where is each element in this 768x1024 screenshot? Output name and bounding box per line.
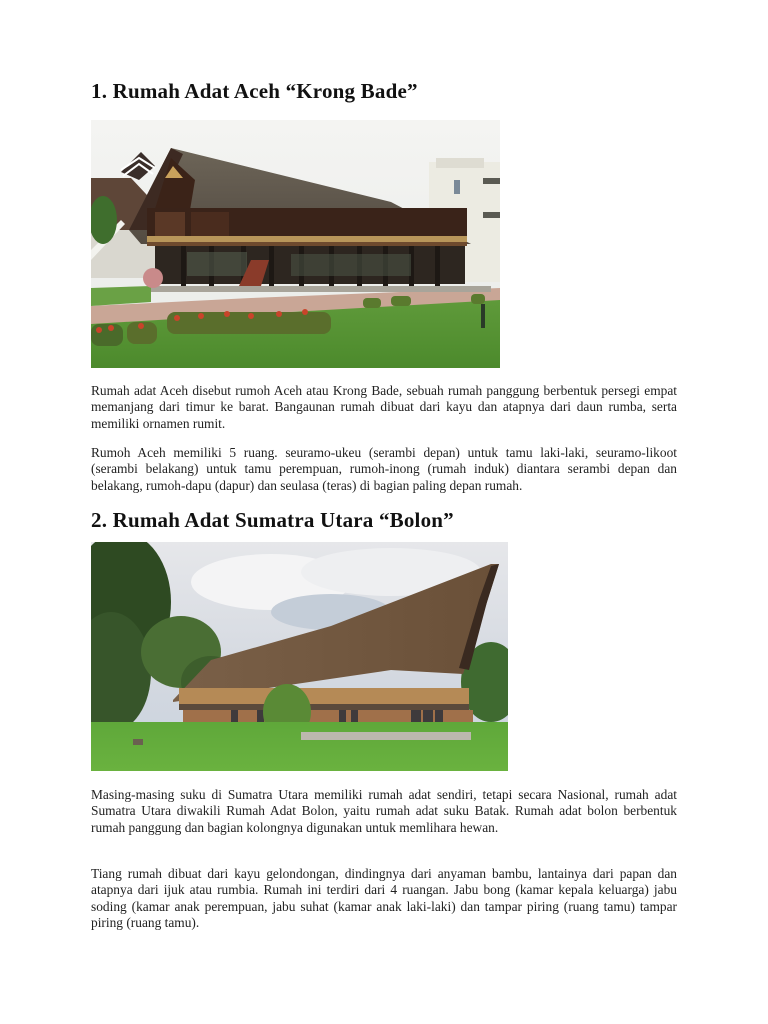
paragraph-aceh-2: Rumoh Aceh memiliki 5 ruang. seuramo-ukeu (serambi depan) untuk tamu laki-laki, seuramo-likoot (serambi belakang) untuk tamu perempuan, rumoh-inong (rumah induk) diantara serambi depan dan belakang, rumoh-dapu (dapur) dan seulasa (teras) di bagian paling depan rumah. [91,445,677,493]
paragraph-bolon-2: Tiang rumah dibuat dari kayu gelondongan, dindingnya dari anyaman bambu, lantainya dari papan dan atapnya dari ijuk atau rumbia. Rumah ini terdiri dari 4 ruangan. Jabu bong (kamar kepala keluarga) jabu soding (kamar anak perempuan, jabu suhat (kamar anak laki-laki) dan tampar piring (ruang tamu) tampar piring (ruang tamu). [91,866,677,930]
paragraph-aceh-1: Rumah adat Aceh disebut rumoh Aceh atau Krong Bade, sebuah rumah panggung berbentuk persegi empat memanjang dari timur ke barat. Bangaunan rumah dibuat dari kayu dan atapnya dari daun rumba, serta memiliki ornamen rumit. [91,383,677,431]
photo-rumah-bolon [91,542,508,771]
section-heading-bolon: 2. Rumah Adat Sumatra Utara “Bolon” [91,508,454,532]
photo-rumah-aceh [91,120,500,368]
paragraph-bolon-1: Masing-masing suku di Sumatra Utara memiliki rumah adat sendiri, tetapi secara Nasional, rumah adat Sumatra Utara diwakili Rumah Adat Bolon, yaitu rumah adat suku Batak. Rumah adat bolon berbentuk rumah panggung dan bagian kolongnya digunakan untuk memlihara hewan. [91,787,677,835]
section-heading-aceh: 1. Rumah Adat Aceh “Krong Bade” [91,79,418,103]
